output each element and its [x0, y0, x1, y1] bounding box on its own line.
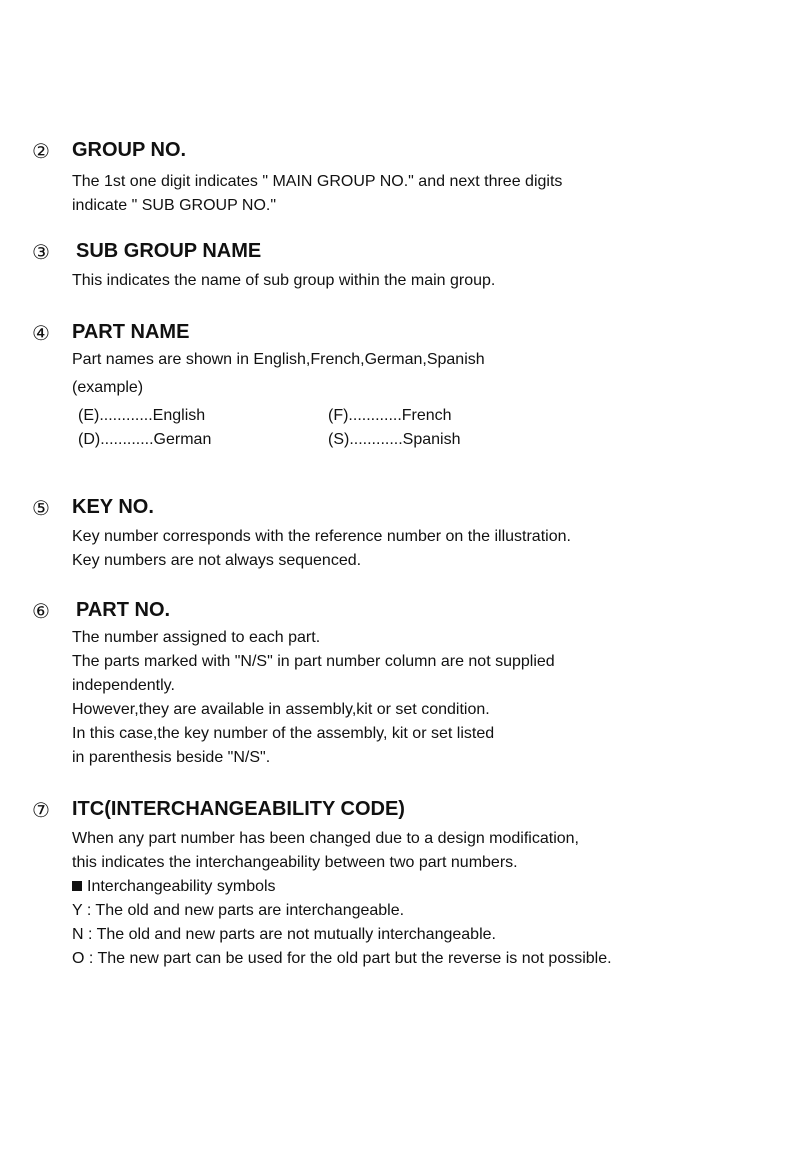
- square-bullet-icon: [72, 881, 82, 891]
- symbol-line-o: O : The new part can be used for the old part but the reverse is not possible.: [72, 950, 612, 967]
- circled-number: ④: [32, 321, 50, 345]
- body-line: The parts marked with "N/S" in part number column are not supplied: [72, 653, 555, 670]
- language-code-spanish: (S)............Spanish: [328, 431, 461, 448]
- body-line: independently.: [72, 677, 175, 694]
- body-line: However,they are available in assembly,kit or set condition.: [72, 701, 490, 718]
- section-heading: KEY NO.: [72, 496, 154, 518]
- section-body: [72, 525, 772, 573]
- body-line: In this case,the key number of the assembly, kit or set listed: [72, 725, 495, 742]
- body-line: This indicates the name of sub group within the main group.: [72, 272, 496, 289]
- circled-number: ③: [32, 240, 50, 264]
- language-code-english: (E)............English: [78, 407, 206, 424]
- body-line: Part names are shown in English,French,German,Spanish: [72, 351, 485, 368]
- body-line: Key number corresponds with the reference number on the illustration.: [72, 528, 571, 545]
- section-body: [72, 626, 772, 770]
- body-line: When any part number has been changed due to a design modification,: [72, 830, 579, 847]
- language-code-german: (D)............German: [78, 431, 212, 448]
- circled-number: ⑦: [32, 798, 50, 822]
- circled-number: ⑤: [32, 496, 50, 520]
- language-legend: [72, 404, 772, 452]
- symbol-line-n: N : The old and new parts are not mutually interchangeable.: [72, 926, 496, 943]
- body-line: The number assigned to each part.: [72, 629, 321, 646]
- section-body: [72, 269, 772, 293]
- section-body: [72, 827, 772, 971]
- circled-number: ②: [32, 139, 50, 163]
- body-line: (example): [72, 379, 144, 396]
- language-code-french: (F)............French: [328, 407, 452, 424]
- body-line: The 1st one digit indicates " MAIN GROUP NO." and next three digits: [72, 173, 563, 190]
- section-heading: PART NAME: [72, 321, 190, 343]
- body-line: in parenthesis beside "N/S".: [72, 749, 271, 766]
- circled-number: ⑥: [32, 599, 50, 623]
- section-body: [72, 170, 772, 218]
- section-heading: PART NO.: [76, 599, 171, 621]
- body-line: this indicates the interchangeability between two part numbers.: [72, 854, 518, 871]
- symbols-heading-label: Interchangeability symbols: [87, 878, 276, 895]
- section-body: [72, 348, 772, 452]
- symbols-heading: [72, 875, 772, 899]
- section-heading: GROUP NO.: [72, 139, 187, 161]
- section-heading: ITC(INTERCHANGEABILITY CODE): [72, 798, 405, 820]
- symbol-line-y: Y : The old and new parts are interchangeable.: [72, 902, 405, 919]
- section-heading: SUB GROUP NAME: [76, 240, 262, 262]
- body-line: Key numbers are not always sequenced.: [72, 552, 362, 569]
- body-line: indicate " SUB GROUP NO.": [72, 197, 277, 214]
